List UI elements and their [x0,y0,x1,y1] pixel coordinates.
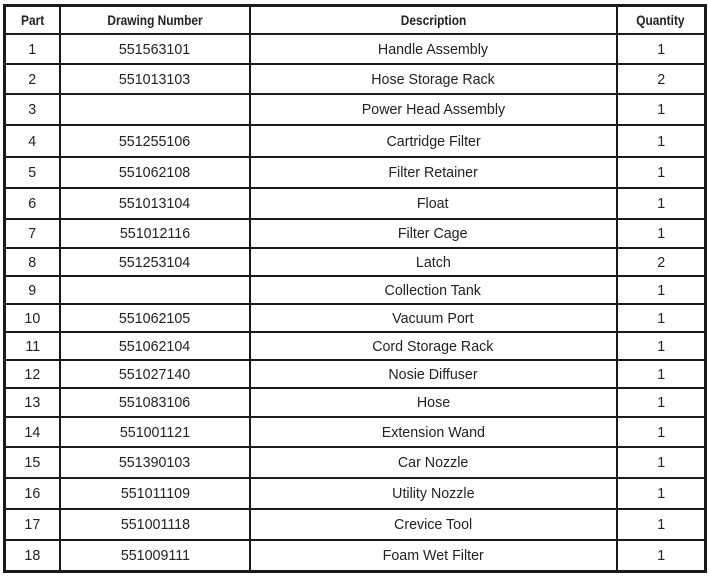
cell-part-text: 11 [25,337,41,355]
cell-description-text: Collection Tank [384,281,482,299]
cell-description [250,417,617,447]
header-drawing-number [60,6,249,35]
cell-drawing [60,332,249,360]
cell-quantity [617,417,706,447]
cell-quantity-text: 1 [656,485,665,502]
cell-part [5,540,61,572]
cell-drawing-text: 551013104 [119,195,191,212]
cell-drawing [60,417,249,447]
cell-drawing-text: 551255106 [119,132,191,150]
cell-description-text: Filter Cage [398,225,468,242]
cell-part-text: 3 [28,101,37,118]
cell-part [5,125,61,157]
cell-drawing-text: 551253104 [119,253,191,271]
cell-quantity [617,388,706,417]
cell-quantity [617,125,706,157]
cell-part-text: 2 [28,70,37,88]
cell-drawing [60,447,249,478]
cell-description [250,188,617,219]
cell-description [250,478,617,509]
cell-part-text: 4 [28,132,37,150]
cell-part [5,157,61,188]
table-row [5,540,706,572]
cell-part [5,64,61,94]
cell-quantity [617,219,706,248]
cell-drawing-text: 551062105 [119,309,191,327]
cell-description-text: Cord Storage Rack [372,337,494,355]
table-row [5,447,706,478]
cell-description-text: Extension Wand [381,423,485,441]
cell-quantity [617,540,706,572]
cell-quantity [617,447,706,478]
cell-drawing-text: 551563101 [119,40,191,58]
cell-quantity [617,304,706,332]
cell-description-text: Car Nozzle [397,454,469,471]
table-row [5,478,706,509]
cell-quantity-text: 1 [656,394,665,411]
cell-part-text: 8 [28,253,37,271]
cell-part [5,447,61,478]
cell-drawing [60,388,249,417]
table-row [5,248,706,276]
cell-part-text: 16 [24,485,41,502]
cell-drawing [60,478,249,509]
cell-part-text: 12 [24,365,41,383]
cell-part [5,248,61,276]
cell-drawing [60,304,249,332]
cell-description [250,509,617,540]
cell-quantity-text: 1 [656,337,665,355]
cell-quantity [617,188,706,219]
cell-drawing-text: 551011109 [120,485,190,502]
cell-drawing [60,94,249,125]
cell-part [5,388,61,417]
header-description-label: Description [400,12,466,28]
cell-drawing-text: 551013103 [119,70,191,88]
cell-drawing [60,64,249,94]
cell-description-text: Handle Assembly [378,40,489,58]
cell-description-text: Hose Storage Rack [371,70,495,88]
cell-part-text: 15 [24,454,41,471]
cell-quantity-text: 1 [656,40,665,58]
cell-quantity-text: 2 [656,253,665,271]
cell-quantity [617,64,706,94]
table-row [5,34,706,64]
table-row [5,417,706,447]
cell-drawing-text: 551009111 [120,547,190,564]
cell-part-text: 13 [24,394,41,411]
cell-drawing [60,188,249,219]
table-row [5,304,706,332]
cell-description [250,125,617,157]
cell-description-text: Nosie Diffuser [388,365,478,383]
cell-description-text: Float [417,195,449,212]
table-row [5,64,706,94]
cell-description-text: Cartridge Filter [385,132,481,150]
table-row [5,332,706,360]
cell-quantity [617,478,706,509]
table-body [5,34,706,572]
cell-description-text: Filter Retainer [388,164,478,181]
header-row [5,6,706,35]
cell-part [5,417,61,447]
cell-quantity-text: 1 [656,164,665,181]
table-row [5,276,706,304]
cell-quantity [617,332,706,360]
cell-drawing-text: 551083106 [119,394,191,411]
table-row [5,360,706,388]
cell-drawing-text: 551001121 [119,423,191,441]
table-row [5,188,706,219]
cell-description [250,447,617,478]
cell-description [250,360,617,388]
cell-drawing [60,157,249,188]
cell-description [250,332,617,360]
cell-description [250,64,617,94]
cell-description [250,388,617,417]
cell-quantity [617,248,706,276]
cell-description [250,34,617,64]
header-quantity-label: Quantity [636,12,685,28]
cell-part-text: 1 [28,40,37,58]
cell-drawing [60,276,249,304]
cell-part [5,509,61,540]
cell-drawing [60,360,249,388]
table-row [5,125,706,157]
cell-drawing-text: 551390103 [119,454,191,471]
cell-quantity-text: 1 [656,225,665,242]
cell-description [250,304,617,332]
table-row [5,509,706,540]
cell-quantity [617,157,706,188]
cell-drawing [60,125,249,157]
cell-quantity-text: 1 [656,365,665,383]
cell-part-text: 9 [28,281,37,299]
cell-quantity-text: 1 [656,101,665,118]
cell-part [5,188,61,219]
cell-part [5,478,61,509]
cell-part [5,276,61,304]
cell-part-text: 7 [28,225,37,242]
cell-quantity [617,276,706,304]
cell-description-text: Foam Wet Filter [382,547,484,564]
cell-description-text: Latch [415,253,451,271]
cell-drawing [60,540,249,572]
cell-quantity-text: 2 [656,70,665,88]
table-row [5,94,706,125]
cell-quantity-text: 1 [656,195,665,212]
cell-description [250,94,617,125]
header-part [5,6,61,35]
cell-quantity-text: 1 [656,516,665,533]
cell-part-text: 6 [28,195,37,212]
cell-part-text: 17 [24,516,41,533]
cell-quantity-text: 1 [656,547,665,564]
cell-part-text: 10 [24,309,41,327]
cell-description [250,248,617,276]
cell-drawing-text: 551062108 [119,164,191,181]
cell-description [250,276,617,304]
parts-list-table [3,4,707,573]
cell-part [5,332,61,360]
cell-part [5,360,61,388]
header-description [250,6,617,35]
cell-quantity-text: 1 [656,132,665,150]
cell-quantity [617,94,706,125]
table-row [5,219,706,248]
cell-drawing-text: 551012116 [119,225,191,242]
cell-part-text: 14 [24,423,41,441]
cell-quantity-text: 1 [656,454,665,471]
cell-quantity [617,34,706,64]
header-quantity [617,6,706,35]
cell-quantity-text: 1 [656,423,665,441]
table-row [5,157,706,188]
cell-description-text: Vacuum Port [392,309,474,327]
cell-drawing [60,219,249,248]
cell-quantity-text: 1 [656,309,665,327]
cell-part [5,219,61,248]
cell-description-text: Utility Nozzle [391,485,475,502]
table-row [5,388,706,417]
cell-drawing-text: 551001118 [120,516,190,533]
cell-drawing [60,509,249,540]
cell-description [250,540,617,572]
cell-part [5,304,61,332]
cell-description-text: Power Head Assembly [361,101,505,118]
cell-description-text: Hose [416,394,450,411]
header-drawing-number-label: Drawing Number [107,12,203,28]
cell-description [250,219,617,248]
cell-part [5,94,61,125]
cell-description-text: Crevice Tool [394,516,473,533]
cell-description [250,157,617,188]
cell-part-text: 18 [24,547,41,564]
cell-part-text: 5 [28,164,37,181]
cell-quantity-text: 1 [656,281,665,299]
cell-part [5,34,61,64]
header-part-label: Part [21,12,45,28]
cell-quantity [617,509,706,540]
cell-drawing [60,34,249,64]
cell-drawing [60,248,249,276]
cell-drawing-text: 551062104 [119,337,191,355]
cell-drawing-text: 551027140 [119,365,191,383]
cell-quantity [617,360,706,388]
